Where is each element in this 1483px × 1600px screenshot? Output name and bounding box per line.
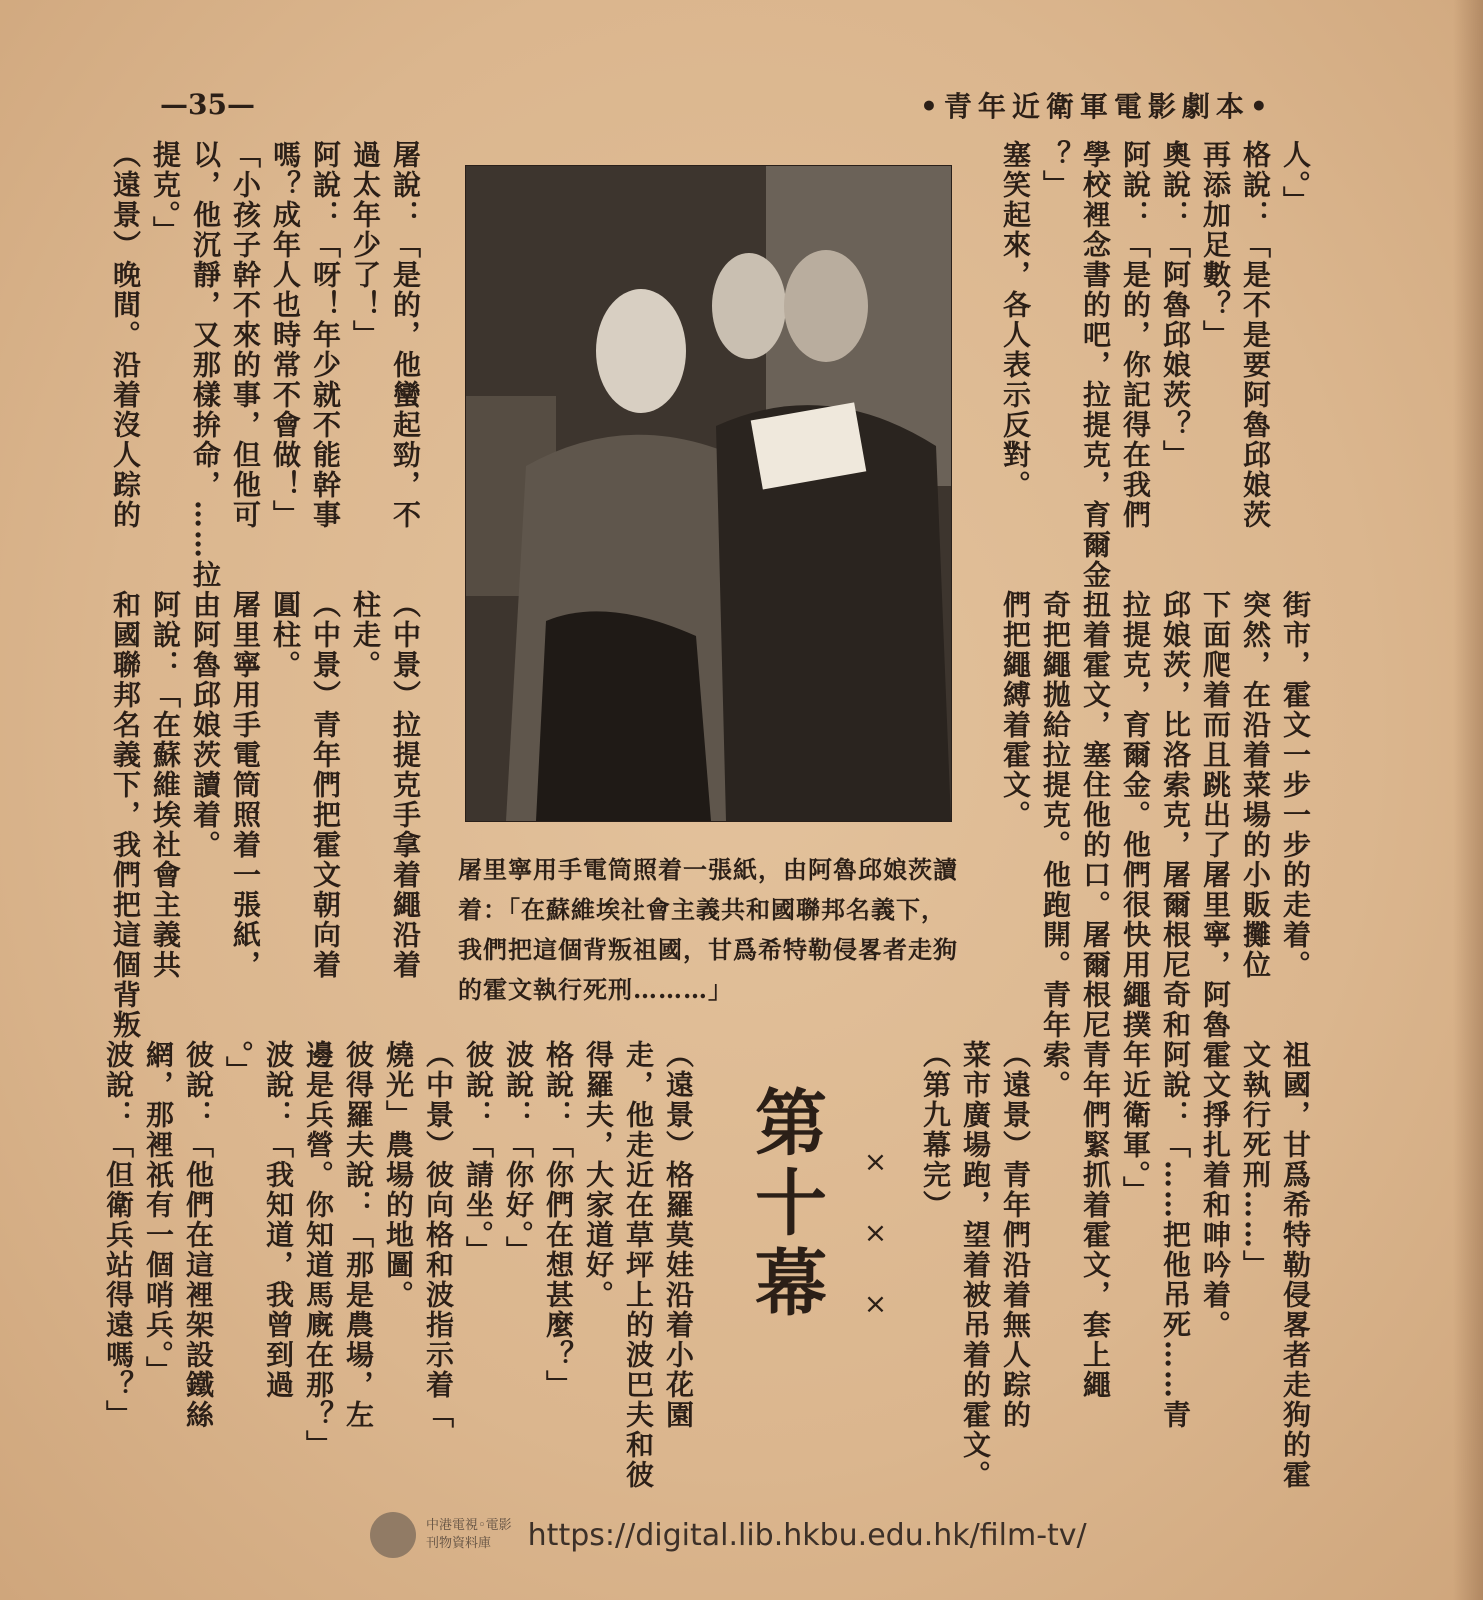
text-line: 青年們緊抓着霍文，套上繩 (1079, 1040, 1112, 1400)
text-line: 以，他沉靜，又那樣拚命，……拉 (189, 140, 222, 590)
act-separator: ××× (859, 1145, 892, 1358)
text-line: （中景）彼向格和波指示着「 (422, 1040, 455, 1430)
text-line: 網，那裡祇有一個哨兵。」 (142, 1040, 175, 1386)
act-title: 第十幕 (743, 1085, 828, 1325)
text-line: 奇把繩拋給拉提克。他跑開。青年 (1039, 590, 1072, 1040)
text-line: 波說：「你好。」 (502, 1040, 535, 1266)
text-line: 街市，霍文一步一步的走着。 (1279, 590, 1312, 980)
text-line: 屠說：「是的，他蠻起勁，不 (389, 140, 422, 530)
text-line: 邊是兵營。你知道馬廐在那？」 (302, 1040, 335, 1460)
text-line: 年近衛軍。」 (1119, 1040, 1152, 1206)
text-line: （遠景）青年們沿着無人踪的 (999, 1040, 1032, 1430)
text-line: 人。」 (1279, 140, 1312, 216)
text-line: （遠景）晚間。沿着沒人踪的 (109, 140, 142, 530)
text-line: 奧說：「阿魯邱娘茨？」 (1159, 140, 1192, 470)
text-block-middle-right (995, 590, 1315, 1040)
text-line: 柱走。 (349, 590, 382, 680)
library-watermark (370, 1505, 1087, 1565)
text-line: （中景）青年們把霍文朝向着 (309, 590, 342, 980)
text-line: 波說：「我知道，我曾到過 (262, 1040, 295, 1400)
text-line: 過太年少了！」 (349, 140, 382, 350)
text-line: 菜市廣場跑，望着被吊着的霍文。 (959, 1040, 992, 1490)
text-line: 塞笑起來，各人表示反對。 (999, 140, 1032, 500)
library-name-line1: 中港電視◦電影 (426, 1518, 512, 1533)
text-block-lower-left (98, 1040, 698, 1490)
page-number: —35— (160, 88, 255, 121)
text-block-upper-left (105, 140, 425, 590)
text-line: 和國聯邦名義下，我們把這個背叛 (109, 590, 142, 1040)
text-line: 彼得羅夫說：「那是農場，左 (342, 1040, 375, 1430)
text-line: 下面爬着而且跳出了屠里寧，阿魯 (1199, 590, 1232, 1040)
text-line: （中景）拉提克手拿着繩沿着 (389, 590, 422, 980)
text-line: 彼說：「請坐。」 (462, 1040, 495, 1266)
text-line: 拉提克，育爾金。他們很快用繩撲 (1119, 590, 1152, 1040)
library-name (426, 1517, 512, 1553)
text-line: 再添加足數？」 (1199, 140, 1232, 350)
running-header-title: •青年近衛軍電影劇本• (920, 90, 1274, 123)
text-line: 格說：「是不是要阿魯邱娘茨 (1239, 140, 1272, 530)
text-line: 阿說：「呀！年少就不能幹事 (309, 140, 342, 530)
text-line: （第九幕完） (919, 1040, 952, 1220)
text-line: ？」 (1039, 140, 1072, 200)
text-line: 突然，在沿着菜場的小販攤位 (1239, 590, 1272, 980)
library-logo-icon (370, 1512, 416, 1558)
text-line: 祖國，甘爲希特勒侵畧者走狗的霍 (1279, 1040, 1312, 1490)
text-line: 阿說：「是的，你記得在我們 (1119, 140, 1152, 530)
page-edge-shadow (1453, 0, 1483, 1600)
library-url: https://digital.lib.hkbu.edu.hk/film-tv/ (527, 1517, 1087, 1553)
text-line: 圓柱。 (269, 590, 302, 680)
text-line: 彼說：「他們在這裡架設鐵絲 (182, 1040, 215, 1430)
library-name-line2: 刊物資料庫 (426, 1536, 492, 1551)
text-line: 屠里寧用手電筒照着一張紙， (229, 590, 262, 980)
text-line: 霍文掙扎着和呻吟着。 (1199, 1040, 1232, 1340)
text-line: 們把繩縛着霍文。 (999, 590, 1032, 830)
text-line: 波說：「但衛兵站得遠嗎？」 (102, 1040, 135, 1430)
text-block-middle-left (105, 590, 425, 1040)
text-line: 提克。」 (149, 140, 182, 246)
text-line: 邱娘茨，比洛索克，屠爾根尼奇和 (1159, 590, 1192, 1040)
text-line: 阿說：「……把他吊死……青 (1159, 1040, 1192, 1430)
text-line: （遠景）格羅莫娃沿着小花園 (662, 1040, 695, 1430)
text-line: 。」 (222, 1040, 255, 1086)
text-line: 索。 (1039, 1040, 1072, 1100)
film-still-photo (465, 165, 952, 822)
text-line: 嗎？成年人也時常不會做！」 (269, 140, 302, 530)
text-line: 扭着霍文，塞住他的口。屠爾根尼 (1079, 590, 1112, 1040)
text-line: 得羅夫，大家道好。 (582, 1040, 615, 1310)
film-still-illustration (466, 166, 951, 821)
text-line: 燒光」農場的地圖。 (382, 1040, 415, 1310)
text-line: 走，他走近在草坪上的波巴夫和彼 (622, 1040, 655, 1490)
text-line: 阿說：「在蘇維埃社會主義共 (149, 590, 182, 980)
text-line: 格說：「你們在想甚麼？」 (542, 1040, 575, 1400)
text-line: 由阿魯邱娘茨讀着。 (189, 590, 222, 860)
text-line: 「小孩子幹不來的事，但他可 (229, 140, 262, 530)
text-line: 文執行死刑……」 (1239, 1040, 1272, 1280)
text-block-lower-right (915, 1040, 1315, 1490)
text-line: 學校裡念書的吧，拉提克，育爾金 (1079, 140, 1112, 590)
photo-caption: 屠里寧用手電筒照着一張紙，由阿魯邱娘茨讀着：「在蘇維埃社會主義共和國聯邦名義下，我們把這個背叛祖國，甘爲希特勒侵畧者走狗的霍文執行死刑………」 (458, 855, 958, 1004)
